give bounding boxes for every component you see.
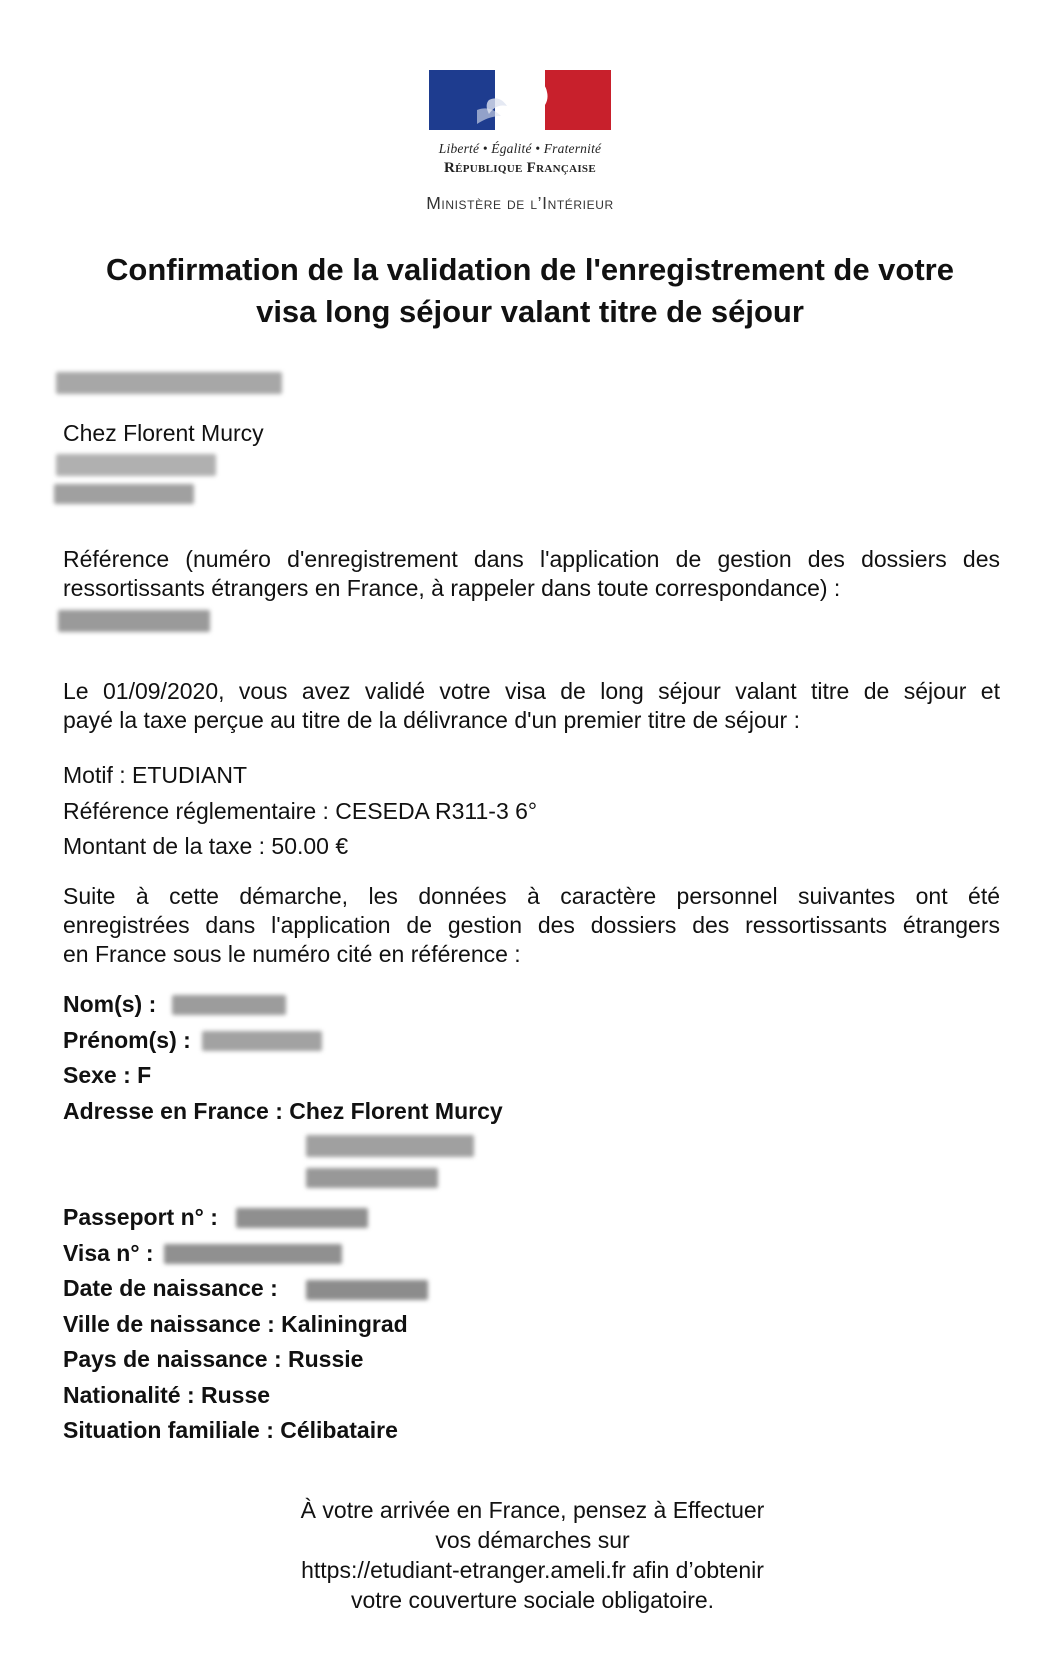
tax-amount: Montant de la taxe : 50.00 € (63, 833, 349, 859)
redacted-birth-date (306, 1280, 428, 1300)
redacted-first-names (202, 1031, 322, 1051)
marianne-flag-icon (429, 70, 611, 130)
title-line-2: visa long séjour valant titre de séjour (256, 294, 804, 329)
republique-francaise-logo (0, 70, 1040, 214)
field-birth-city: Ville de naissance : Kaliningrad (63, 1311, 408, 1337)
validation-line-2: payé la taxe perçue au titre de la délivrance d'un premier titre de séjour : (63, 707, 800, 733)
redacted-address-line-2 (306, 1168, 438, 1188)
title-line-1: Confirmation de la validation de l'enregistrement de votre (106, 252, 954, 287)
regulatory-reference: Référence réglementaire : CESEDA R311-3 6° (63, 798, 538, 824)
reference-intro-line-2: ressortissants étrangers en France, à rappeler dans toute correspondance) : (63, 575, 841, 601)
motto: Liberté • Égalité • Fraternité (438, 141, 602, 156)
footer-line-3: https://etudiant-etranger.ameli.fr afin d’obtenir (301, 1557, 764, 1583)
field-sex: Sexe : F (63, 1062, 152, 1088)
validation-line-1: Le 01/09/2020, vous avez validé votre visa de long séjour valant titre de séjour et (63, 678, 1000, 704)
republic-name: République Française (444, 160, 596, 176)
ministry-name: Ministère de l’Intérieur (426, 193, 614, 213)
motif: Motif : ETUDIANT (63, 762, 248, 788)
field-passport: Passeport n° : (63, 1204, 218, 1230)
field-nationality: Nationalité : Russe (63, 1382, 271, 1408)
footer-line-1: À votre arrivée en France, pensez à Effectuer (300, 1497, 765, 1523)
field-family-status: Situation familiale : Célibataire (63, 1417, 398, 1443)
redacted-recipient-street (56, 454, 216, 476)
field-visa: Visa n° : (63, 1240, 154, 1266)
field-birth-date: Date de naissance : (63, 1275, 278, 1301)
footer-notice (220, 1495, 845, 1615)
redacted-visa-number (164, 1244, 342, 1264)
data-notice-line-3: en France sous le numéro cité en référence : (63, 941, 521, 967)
field-birth-country: Pays de naissance : Russie (63, 1346, 364, 1372)
field-first-names: Prénom(s) : (63, 1027, 191, 1053)
data-notice-line-2-wrap (63, 911, 1000, 940)
redacted-address-line-1 (306, 1135, 474, 1157)
recipient-care-of: Chez Florent Murcy (63, 420, 264, 446)
reference-intro-line-1: Référence (numéro d'enregistrement dans l'application de gestion des dossiers des (63, 546, 1000, 572)
footer-line-2: vos démarches sur (435, 1527, 630, 1553)
reference-intro-2 (63, 574, 1000, 603)
validation-line-2-wrap (63, 706, 1000, 735)
redacted-recipient-name (56, 372, 282, 394)
field-names: Nom(s) : (63, 991, 157, 1017)
document-title (60, 249, 1000, 333)
data-notice-line-3-wrap (63, 940, 1000, 969)
redacted-passport-number (236, 1208, 368, 1228)
redacted-names (172, 995, 286, 1015)
data-notice-line-1: Suite à cette démarche, les données à caractère personnel suivantes ont été (63, 883, 1000, 909)
data-notice-line-1-wrap (63, 882, 1000, 911)
redacted-reference-number (58, 610, 210, 632)
field-address: Adresse en France : Chez Florent Murcy (63, 1098, 503, 1124)
redacted-recipient-city (54, 484, 194, 504)
footer-line-4: votre couverture sociale obligatoire. (350, 1587, 715, 1613)
reference-intro (63, 545, 1000, 574)
data-notice-line-2: enregistrées dans l'application de gestion des dossiers des ressortissants étrangers (63, 912, 1000, 938)
validation-line-1-wrap (63, 677, 1000, 706)
